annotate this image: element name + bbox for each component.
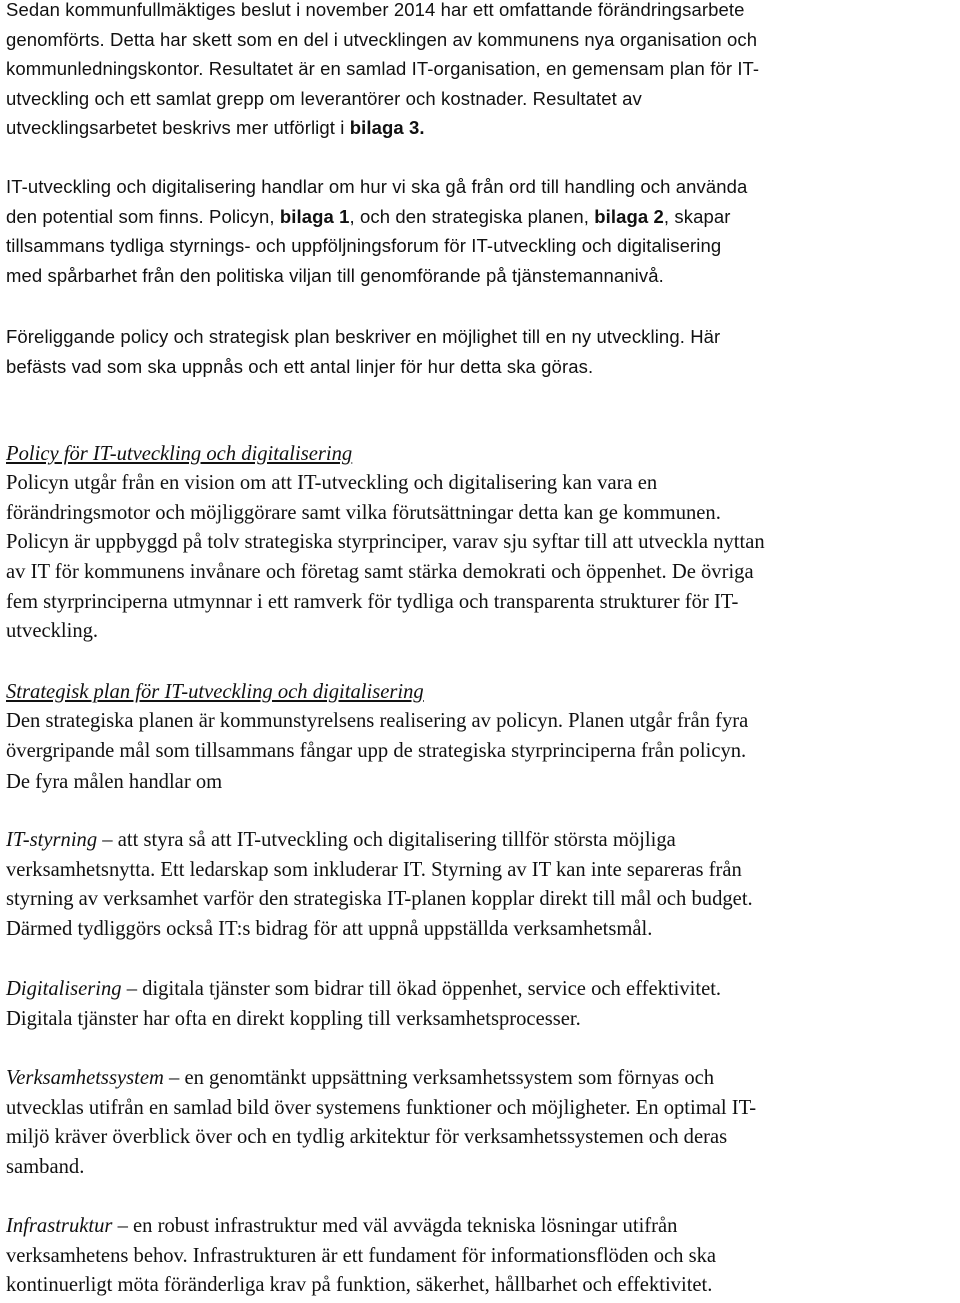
strategic-plan-heading: Strategisk plan för IT-utveckling och digitalisering: [6, 680, 424, 703]
goal-term: Verksamhetssystem: [6, 1067, 164, 1089]
policy-summary-paragraph: Föreliggande policy och strategisk plan beskriver en möjlighet till en ny utveckling. Här befästs vad som ska uppnås och ett antal linjer för hur detta ska göras.: [6, 326, 721, 377]
goal-infrastruktur: [6, 1212, 956, 1301]
bilaga-1-reference: bilaga 1: [279, 205, 350, 227]
goal-digitalisering: [6, 975, 956, 1034]
digitalisation-text-a: IT-utveckling och digitalisering handlar om hur vi ska gå från ord till handling och använda den potential som finns. Policyn,: [6, 176, 748, 227]
goal-description: – digitala tjänster som bidrar till ökad öppenhet, service och effektivitet. Digitala tjänster har ofta en direkt koppling till verksamhetsprocesser.: [6, 978, 722, 1030]
goal-description: – en genomtänkt uppsättning verksamhetssystem som förnyas och utvecklas utifrån en samlad bild över systemens funktioner och möjligheter. En optimal IT- miljö kräver överblick över och en tydlig arkitektur för verksamhetssystemen och deras samband.: [6, 1067, 757, 1178]
bilaga-2-reference: bilaga 2: [594, 205, 664, 227]
policy-text: Policyn utgår från en vision om att IT-utveckling och digitalisering kan vara en förändringsmotor och möjliggörare samt vilka förutsättningar detta kan ge kommunen. Policyn är uppbyggd på tolv strategiska styrprinciper, varav sju syftar till att utveckla nyttan av IT för kommunens invånare och företag samt stärka demokrati och öppenhet. De övriga fem styrprinciperna utmynnar i ett ramverk för tydliga och transparenta strukturer för IT- utveckling.: [6, 472, 765, 643]
digitalisation-text-c: , skapar tillsammans tydliga styrnings- och uppföljningsforum för IT-utveckling och digitalisering med spårbarhet från den politiska viljan till genomförande på tjänstemannanivå.: [6, 205, 731, 286]
goal-description: – att styra så att IT-utveckling och digitalisering tillför största möjliga verksamhetsnytta. Ett ledarskap som inkluderar IT. Styrning av IT kan inte separeras från styrning av verksamhet varför den strategiska IT-planen kopplar direkt till mål och budget. Därmed tydliggörs också IT:s bidrag för att uppnå uppställda verksamhetsmål.: [6, 829, 753, 940]
intro-end: .: [419, 117, 425, 139]
digitalisation-paragraph: [6, 172, 956, 290]
intro-text: Sedan kommunfullmäktiges beslut i november 2014 har ett omfattande förändringsarbete genomförts. Detta har skett som en del i utvecklingen av kommunens nya organisation och kommunledningskontor. Resultatet är en samlad IT-organisation, en gemensam plan för IT- utveckling och ett samlat grepp om leverantörer och kostnader. Resultatet av utvecklingsarbetet beskrivs mer utförligt i: [6, 0, 760, 139]
bilaga-3-reference: bilaga 3: [349, 117, 420, 139]
goal-term: Digitalisering: [6, 978, 122, 1000]
strategic-plan-text: Den strategiska planen är kommunstyrelsens realisering av policyn. Planen utgår från fyra övergripande mål som tillsammans fångar upp de strategiska styrprinciperna från policyn.: [6, 710, 749, 762]
goals-intro: De fyra målen handlar om: [6, 771, 223, 793]
strategic-plan-section: [6, 648, 956, 766]
goal-description: – en robust infrastruktur med väl avvägda tekniska lösningar utifrån verksamhetens behov. Infrastrukturen är ett fundament för informationsflöden och ska kontinuerligt möta föränderliga krav på funktion, säkerhet, hållbarhet och effektivitet.: [6, 1215, 717, 1297]
goal-term: Infrastruktur: [6, 1215, 113, 1237]
intro-paragraph: [6, 0, 956, 143]
digitalisation-text-b: , och den strategiska planen,: [349, 205, 595, 227]
policy-section: [6, 410, 956, 647]
goal-verksamhetssystem: [6, 1064, 956, 1182]
policy-heading: Policy för IT-utveckling och digitalisering: [6, 442, 353, 465]
goal-term: IT-styrning: [6, 829, 98, 851]
goal-it-styrning: [6, 826, 956, 944]
